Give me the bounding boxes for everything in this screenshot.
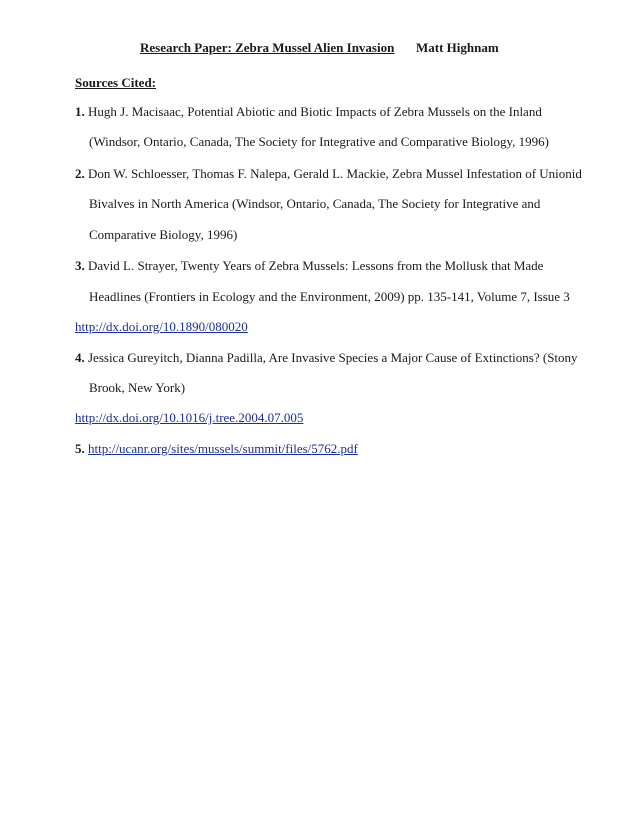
page-header xyxy=(140,40,499,56)
source-2-line-2: Bivalves in North America (Windsor, Ontario, Canada, The Society for Integrative and xyxy=(89,196,541,211)
paper-title: Research Paper: Zebra Mussel Alien Invasion xyxy=(140,40,395,55)
source-1-line-2: (Windsor, Ontario, Canada, The Society for Integrative and Comparative Biology, 1996) xyxy=(89,134,549,149)
source-4-line-1 xyxy=(75,350,578,366)
source-number: 4. xyxy=(75,350,85,365)
source-1-line-1 xyxy=(75,104,542,120)
sources-heading: Sources Cited: xyxy=(75,75,157,90)
source-4-line-2: Brook, New York) xyxy=(89,380,186,395)
source-3-line-1 xyxy=(75,258,543,274)
source-3-link[interactable]: http://dx.doi.org/10.1890/080020 xyxy=(75,319,248,334)
source-2-line-3: Comparative Biology, 1996) xyxy=(89,227,238,242)
source-4-link[interactable]: http://dx.doi.org/10.1016/j.tree.2004.07.005 xyxy=(75,410,304,425)
source-3-link-line xyxy=(75,319,248,335)
author-name: Matt Highnam xyxy=(416,40,499,55)
source-text: David L. Strayer, Twenty Years of Zebra Mussels: Lessons from the Mollusk that Made xyxy=(88,258,544,273)
source-5-line-1 xyxy=(75,441,358,457)
source-4-link-line xyxy=(75,410,303,426)
source-3-line-2: Headlines (Frontiers in Ecology and the Environment, 2009) pp. 135-141, Volume 7, Issue 3 xyxy=(89,289,570,304)
source-text: Don W. Schloesser, Thomas F. Nalepa, Gerald L. Mackie, Zebra Mussel Infestation of Unionid xyxy=(88,166,582,181)
source-text: Hugh J. Macisaac, Potential Abiotic and Biotic Impacts of Zebra Mussels on the Inland xyxy=(88,104,542,119)
source-5-link[interactable]: http://ucanr.org/sites/mussels/summit/files/5762.pdf xyxy=(88,441,358,456)
source-number: 3. xyxy=(75,258,85,273)
source-number: 2. xyxy=(75,166,85,181)
source-text: Jessica Gureyitch, Dianna Padilla, Are Invasive Species a Major Cause of Extinctions? (Stony xyxy=(88,350,578,365)
source-number: 5. xyxy=(75,441,85,456)
source-number: 1. xyxy=(75,104,85,119)
source-2-line-1 xyxy=(75,166,582,182)
